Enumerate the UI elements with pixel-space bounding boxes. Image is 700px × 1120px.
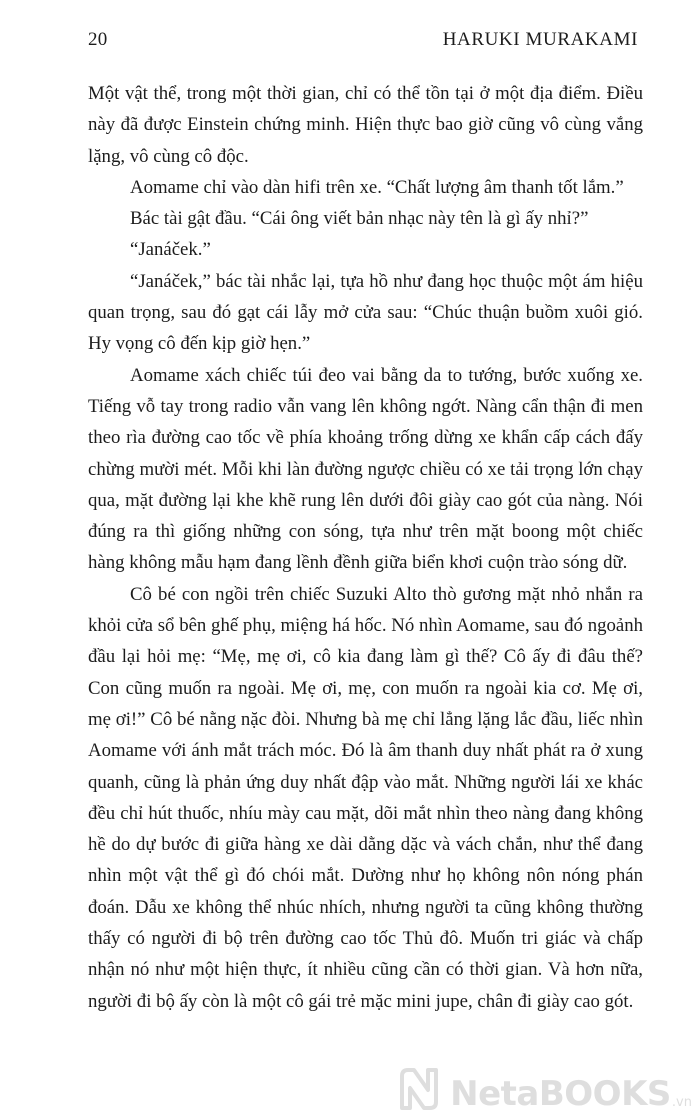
paragraph: Cô bé con ngồi trên chiếc Suzuki Alto thò gương mặt nhỏ nhắn ra khỏi cửa sổ bên ghế phụ, miệng há hốc. Nó nhìn Aomame, sau đó ngoảnh đầu lại hỏi mẹ: “Mẹ, mẹ ơi, cô kia đang làm gì thế? Cô ấy đi đâu thế? Con cũng muốn ra ngoài. Mẹ ơi, mẹ, con muốn ra ngoài kia cơ. Mẹ ơi, mẹ ơi!” Cô bé nằng nặc đòi. Nhưng bà mẹ chỉ lẳng lặng lắc đầu, liếc nhìn Aomame với ánh mắt trách móc. Đó là âm thanh duy nhất phát ra ở xung quanh, cũng là phản ứng duy nhất đập vào mắt. Những người lái xe khác đều chỉ hút thuốc, nhíu mày cau mặt, dõi mắt nhìn theo nàng đang không hề do dự bước đi giữa hàng xe dài dằng dặc và vách chắn, như thể đang nhìn một vật thể gì đó chói mắt. Dường như họ không nôn nóng phán đoán. Dẫu xe không thể nhúc nhích, nhưng người ta cũng không thường thấy có người đi bộ trên đường cao tốc Thủ đô. Muốn tri giác và chấp nhận nó như một hiện thực, ít nhiều cũng cần có thời gian. Và hơn nữa, người đi bộ ấy còn là một cô gái trẻ mặc mini jupe, chân đi giày cao gót.: [88, 583, 643, 1012]
paragraph: Aomame chỉ vào dàn hifi trên xe. “Chất lượng âm thanh tốt lắm.”: [130, 176, 624, 198]
paragraph: “Janáček,” bác tài nhắc lại, tựa hồ như đang học thuộc một ám hiệu quan trọng, sau đó gạt cái lẫy mở cửa sau: “Chúc thuận buồm xuôi gió. Hy vọng cô đến kịp giờ hẹn.”: [88, 270, 643, 355]
page-header: [88, 22, 638, 58]
watermark-suffix: .vn: [671, 1095, 692, 1110]
page-number: 20: [88, 29, 108, 50]
paragraph: Bác tài gật đầu. “Cái ông viết bản nhạc này tên là gì ấy nhỉ?”: [130, 208, 589, 230]
watermark-text: NetaBOOKS: [450, 1074, 671, 1114]
running-head: HARUKI MURAKAMI: [442, 29, 638, 50]
paragraph: Một vật thể, trong một thời gian, chỉ có thể tồn tại ở một địa điểm. Điều này đã được Einstein chứng minh. Hiện thực bao giờ cũng vô cùng vắng lặng, vô cùng cô độc.: [88, 83, 643, 167]
paragraph: “Janáček.”: [130, 239, 211, 261]
body-text: [88, 78, 643, 1017]
paragraph: Aomame xách chiếc túi đeo vai bằng da to tướng, bước xuống xe. Tiếng vỗ tay trong radio vẫn vang lên không ngớt. Nàng cẩn thận đi men theo rìa đường cao tốc về phía khoảng trống dừng xe khẩn cấp cách đấy chừng mười mét. Mỗi khi làn đường ngược chiều có xe tải trọng lớn chạy qua, mặt đường lại khe khẽ rung lên dưới đôi giày cao gót của nàng. Nói đúng ra thì giống những con sóng, tựa như trên mặt boong một chiếc hàng không mẫu hạm đang lềnh đềnh giữa biển khơi cuộn trào sóng dữ.: [88, 364, 643, 574]
n-logo-icon: [394, 1064, 444, 1114]
watermark: [394, 1064, 692, 1114]
